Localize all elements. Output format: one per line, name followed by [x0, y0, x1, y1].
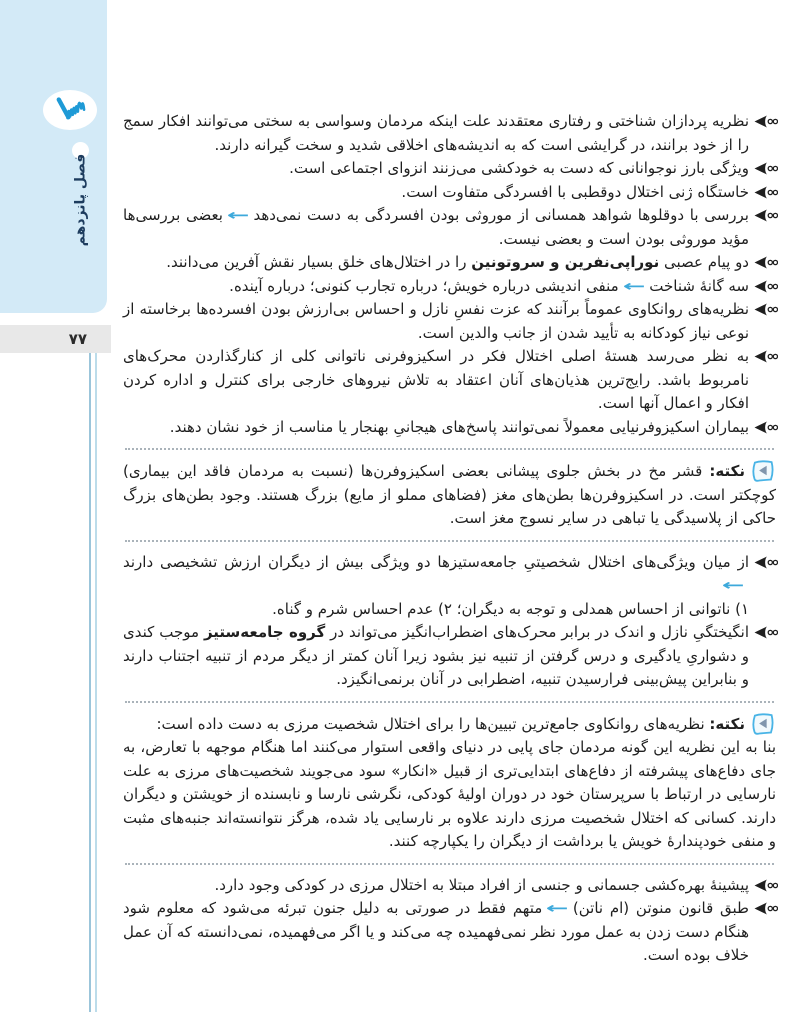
dotted-separator — [125, 448, 774, 450]
bullet-item — [123, 181, 776, 205]
bullet-arrow-icon — [754, 902, 778, 915]
bullet-item — [123, 345, 776, 416]
text-segment: به نظر می‌رسد هستهٔ اصلی اختلال فکر در اسکیزوفرنی ناتوانی کلی از کنارگذاردن محرک‌های نامربوط باشد. رایج‌ترین هذیان‌های آنان اعتقاد به تلاش نیروهای خارجی برای کنترل و اداره کردن افکار و اعمال آنها است. — [123, 347, 749, 412]
chapter-label: فصل پانزدهم — [72, 153, 88, 247]
text-segment: بیماران اسکیزوفرنیایی معمولاً نمی‌توانند پاسخ‌های هیجانیِ بهنجار یا مناسب از خود نشان دهند. — [169, 417, 749, 436]
bullet-arrow-icon — [754, 280, 778, 293]
note-block — [123, 712, 776, 854]
note-label: نکته: — [709, 714, 745, 733]
bullet-arrow-icon — [754, 186, 778, 199]
text-segment: را در اختلال‌های خلق بسیار نقش آفرین می‌دانند. — [166, 253, 472, 271]
long-arrow-left-icon: ← — [722, 576, 746, 594]
dotted-separator — [125, 863, 774, 865]
bullet-item — [123, 874, 776, 898]
text-segment: نظریه‌های روانکاوی عموماً برآنند که عزت نفسِ نازل و احساس بی‌ارزش بودن افسرده‌ها برخاسته از نوعی نیاز کودکانه به تأیید شدن از جانب والدین است. — [123, 300, 749, 342]
dotted-separator — [125, 540, 774, 542]
text-segment: از میان ویژگی‌های اختلال شخصیتیِ جامعه‌ستیزها دو ویژگی بیش از دیگران ارزش تشخیصی دارند — [123, 552, 749, 571]
text-segment: خاستگاه ژنی اختلال دوقطبی با افسردگی متفاوت است. — [401, 182, 749, 201]
bullet-arrow-icon — [754, 556, 778, 569]
content-area — [123, 110, 776, 968]
bold-text: گروه جامعه‌ستیز — [203, 623, 326, 641]
margin-double-rule — [89, 353, 97, 1012]
bullet-arrow-icon — [754, 209, 778, 222]
text-segment: قشر مخ در بخش جلوی پیشانی بعضی اسکیزوفرن‌ها (نسبت به مردمان فاقد این بیماری) کوچکتر است. در اسکیزوفرن‌ها بطن‌های مغز (فضاهای مملو از مایع) بزرگ هستند. وجود بطن‌های بزرگ حاکی از پلاسیدگی یا تباهی در سایر نسوج مغز است. — [123, 462, 776, 527]
bullet-item — [123, 204, 776, 251]
bullet-item — [123, 897, 776, 968]
text-segment: متهم فقط در صورتی به دلیل جنون تبرئه می‌شود که معلوم شود هنگام دست زدن به عمل مورد نظر نمی‌فهمیده چه می‌کند و یا اگر می‌فهمیده، نمی‌دانسته که آن عمل خلاف بوده است. — [123, 899, 749, 964]
dotted-separator — [125, 701, 774, 703]
text-segment: پیشینهٔ بهره‌کشی جسمانی و جنسی از افراد مبتلا به اختلال مرزی در کودکی وجود دارد. — [214, 875, 749, 894]
bullet-item — [123, 275, 776, 299]
page-number-box — [0, 325, 111, 353]
note-label: نکته: — [709, 462, 745, 480]
text-segment: ویژگی بارز نوجوانانی که دست به خودکشی می‌زنند انزوای اجتماعی است. — [289, 159, 749, 177]
sidebar — [0, 0, 107, 313]
text-segment: نظریه پردازان شناختی و رفتاری معتقدند علت اینکه مردمان وسواسی به سختی می‌توانند افکار سمج را از خود برانند، در گرایشی است که به اندیشه‌های اخلاقی شدید و سخت گیرانه دارند. — [123, 112, 749, 154]
text-segment: موجب کندی و دشواریِ یادگیری و درس گرفتن از تنبیه نیز بشود زیرا آنان کمتر از دیگر مردم از تنبیه اجتناب دارند و بنابراین پیش‌بینی فرارسیدن تنبیه، اضطرابی در آنان برنمی‌انگیزد. — [123, 623, 749, 688]
bullet-item — [123, 551, 776, 622]
publisher-logo — [43, 90, 97, 130]
text-segment: بعضی بررسی‌ها مؤید موروثی بودن است و بعضی نیست. — [123, 206, 749, 248]
long-arrow-left-icon: ← — [226, 206, 250, 224]
long-arrow-left-icon: ← — [546, 899, 569, 917]
bullet-item — [123, 621, 776, 692]
page-number: ۷۷ — [68, 330, 87, 348]
note-page-icon — [750, 459, 776, 482]
bullet-arrow-icon — [754, 421, 778, 434]
text-segment: سه گانهٔ شناخت — [649, 276, 749, 295]
bullet-item — [123, 298, 776, 345]
bullet-item — [123, 157, 776, 181]
text-segment: دو پیام عصبی — [659, 253, 749, 271]
bullet-arrow-icon — [754, 162, 778, 175]
bullet-item — [123, 110, 776, 157]
bullet-item — [123, 251, 776, 275]
bullet-arrow-icon — [754, 303, 778, 316]
bullet-arrow-icon — [754, 115, 778, 128]
bullet-arrow-icon — [754, 256, 778, 269]
long-arrow-left-icon: ← — [622, 276, 646, 295]
logo-scribble-icon — [47, 94, 93, 126]
note-block — [123, 459, 776, 531]
text-segment: ۱) ناتوانی از احساس همدلی و توجه به دیگران؛ ۲) عدم احساس شرم و گناه. — [272, 599, 749, 618]
text-segment: منفی اندیشی درباره خویش؛ درباره تجارب کنونی؛ درباره آینده. — [229, 276, 619, 295]
bullet-arrow-icon — [754, 879, 778, 892]
bullet-arrow-icon — [754, 350, 778, 363]
text-segment: بررسی با دوقلوها شواهد همسانی از موروثی بودن افسردگی به دست نمی‌دهد — [253, 206, 749, 224]
bullet-arrow-icon — [754, 626, 778, 639]
text-segment: نظریه‌های روانکاوی جامع‌ترین تبیین‌ها را برای اختلال شخصیت مرزی به دست داده است: — [156, 714, 705, 733]
text-segment: طبق قانون منوتن (ام ناتن) — [572, 899, 749, 917]
text-segment: بنا به این نظریه این گونه مردمان جای پایی در دنیای واقعی استوار می‌کنند اما هنگام موجهه با تعارض، به جای دفاع‌های پیشرفته از دفاع‌های ابتدایی‌تری از قبیل «انکار» سود می‌جویند شخصیت‌های مرزی به علت نارسایی در ارتباط با سرپرستان خود در دوران اولیهٔ کودکی، نگرشی نارسا و نابسنده از خویشتن و دیگران دارند. کسانی که اختلال شخصیت مرزی دارند علاوه بر نارسایی یاد شده، هرگز نتوانسته‌اند جنبه‌های مثبت و منفی خودپندارهٔ خویش یا برداشت از دیگران را یکپارچه کنند. — [123, 738, 776, 850]
note-page-icon — [750, 712, 776, 735]
text-segment: انگیختگیِ نازل و اندک در برابر محرک‌های اضطراب‌انگیز می‌تواند در — [325, 623, 749, 641]
bullet-item — [123, 416, 776, 440]
bold-text: نوراپی‌نفرین و سروتونین — [471, 253, 660, 271]
